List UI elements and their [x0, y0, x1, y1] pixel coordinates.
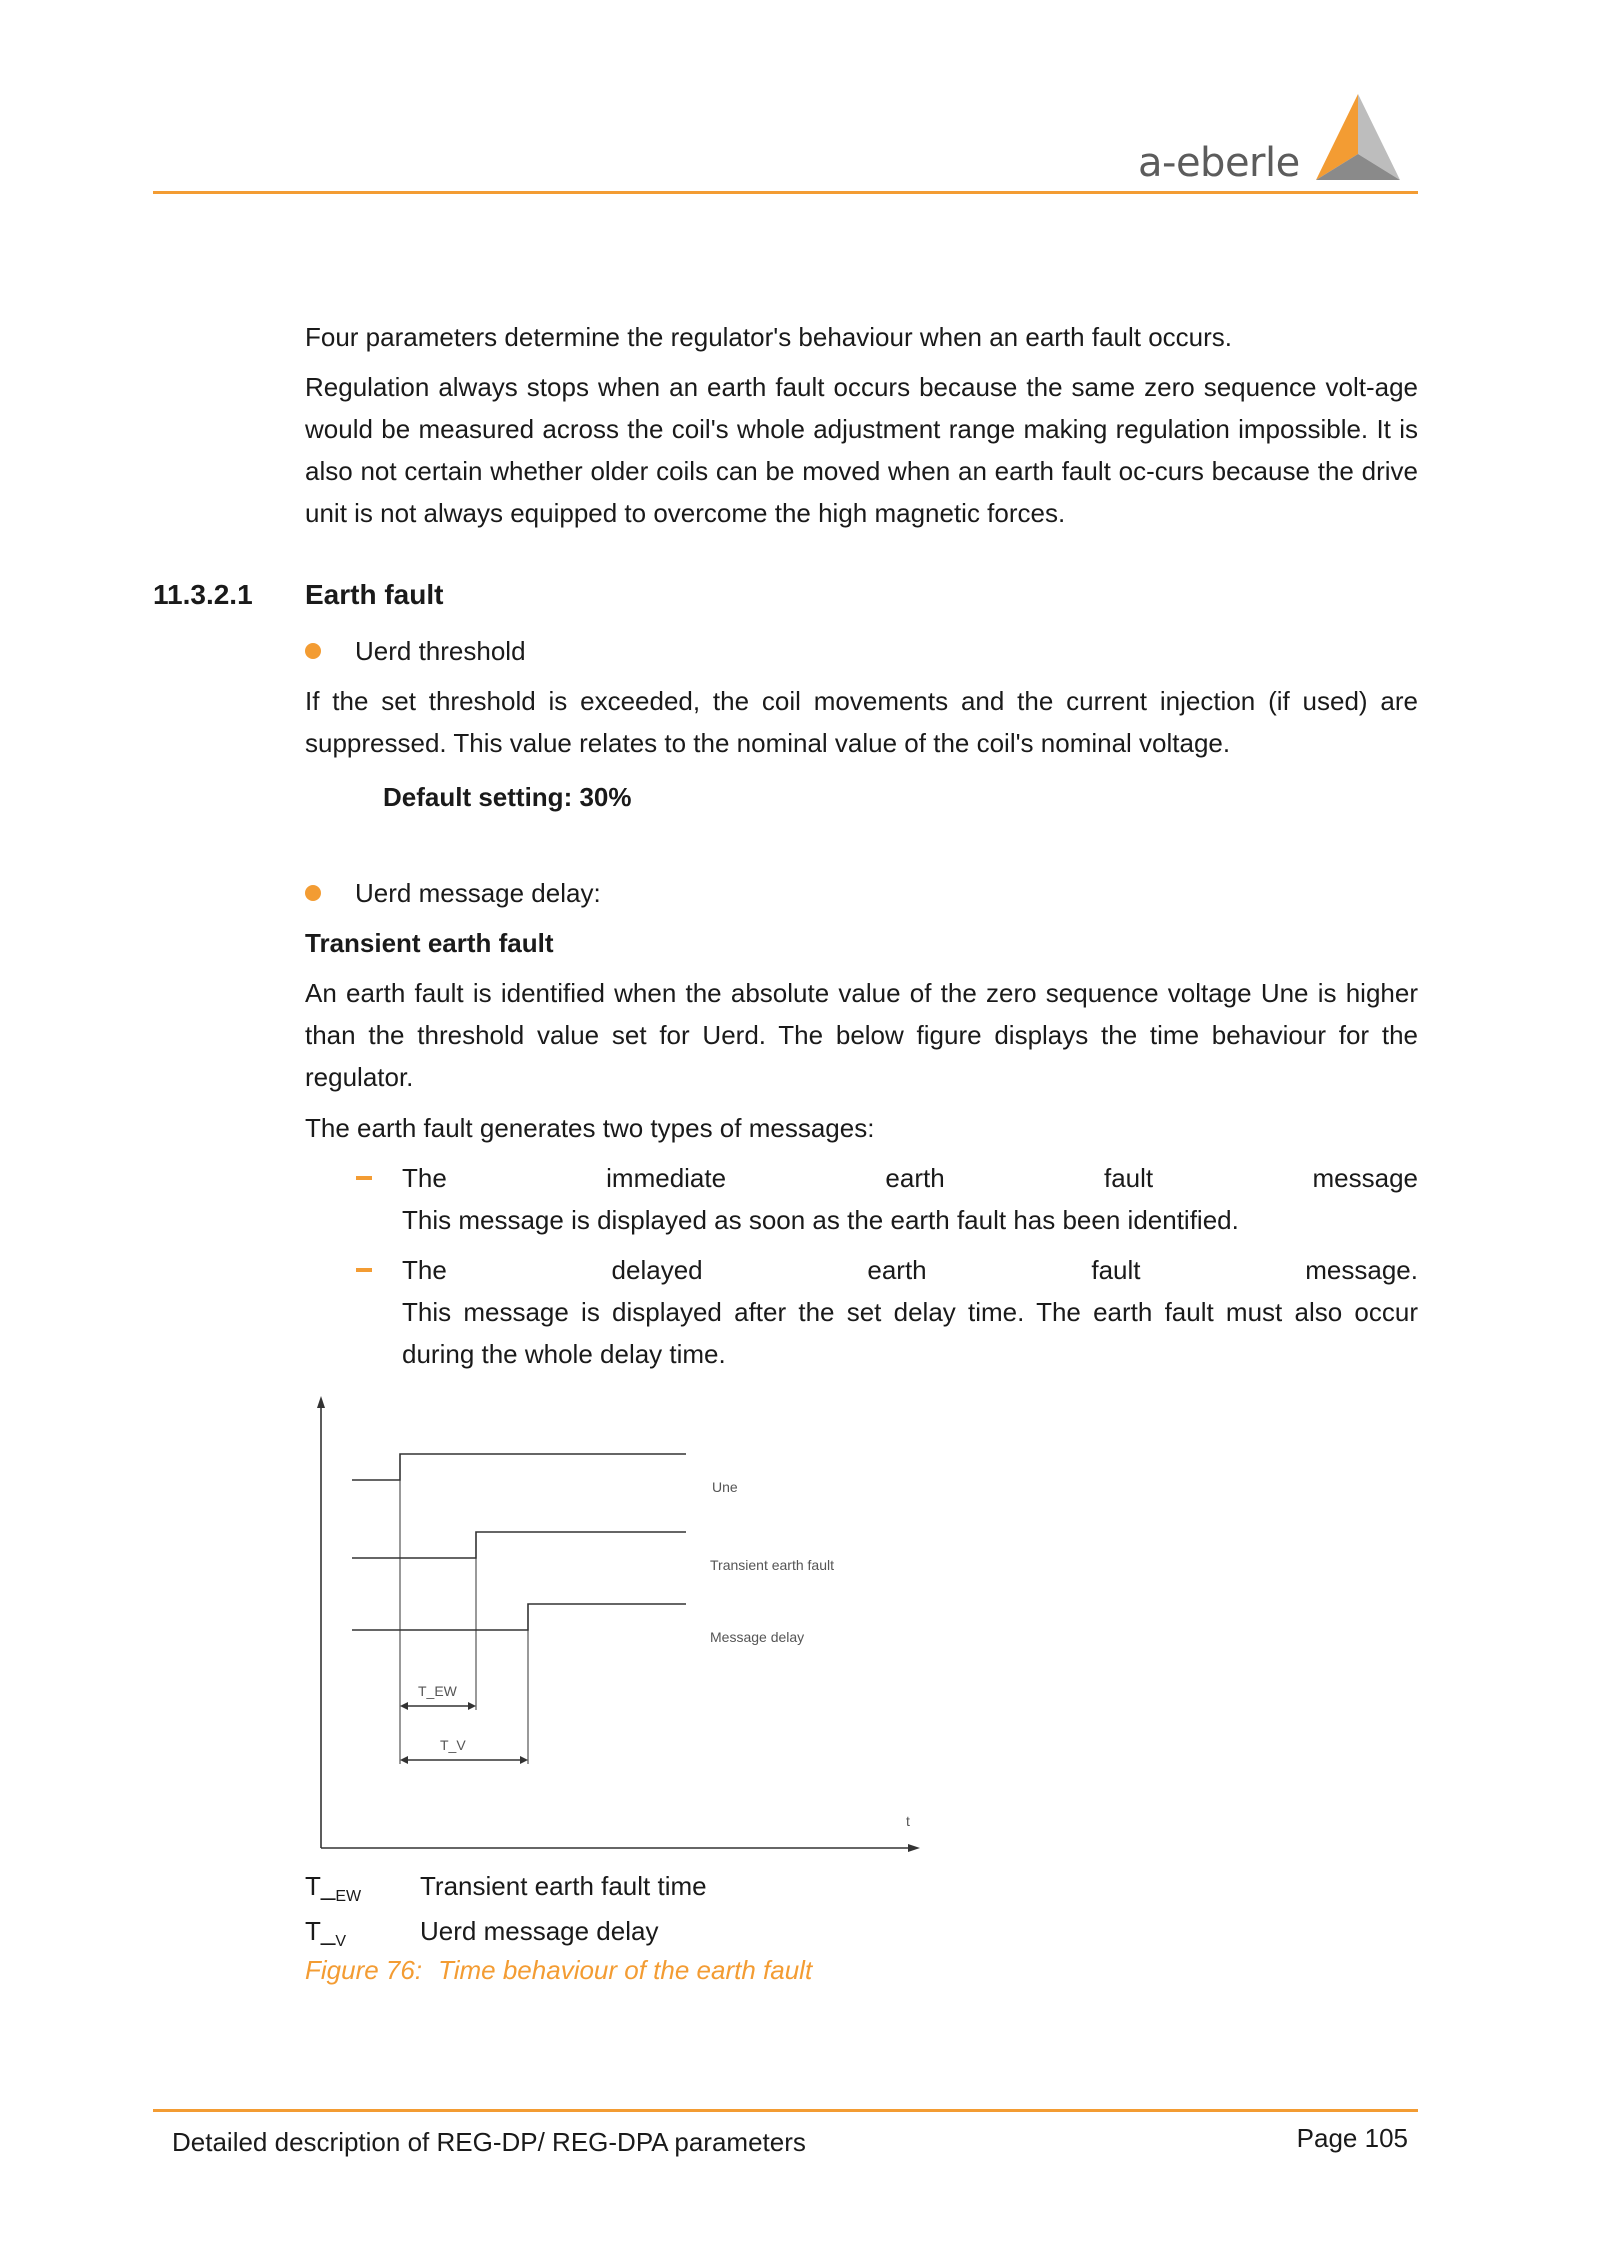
- item1-word: earth: [885, 1163, 945, 1193]
- item2-line: [402, 1249, 1418, 1291]
- legend-symbol-tv: $T\__V$: [305, 1916, 347, 1951]
- item1-word: immediate: [606, 1163, 727, 1193]
- item1-line: [402, 1157, 1418, 1199]
- dash-icon: [356, 1176, 372, 1180]
- header-rule: [153, 191, 1418, 194]
- caption-number: Figure 76:: [305, 1955, 423, 1985]
- label-transient: Transient earth fault: [710, 1557, 834, 1573]
- legend-symbol-tew: $T\__{EW}$: [305, 1871, 362, 1906]
- item2-word: message.: [1305, 1255, 1418, 1285]
- footer-title: Detailed description of REG-DP/ REG-DPA parameters: [172, 2127, 806, 2157]
- section-number: 11.3.2.1: [153, 579, 253, 610]
- item2-description: This message is displayed after the set delay time. The earth fault must also occur during the whole delay time.: [402, 1297, 1418, 1369]
- signal-une: [352, 1454, 686, 1480]
- default-setting: Default setting: 30%: [383, 782, 632, 812]
- logo-triangle-icon: [1308, 92, 1408, 184]
- footer-rule: [153, 2109, 1418, 2112]
- dash-icon: [356, 1268, 372, 1272]
- logo-text: a-eberle: [1138, 140, 1300, 186]
- intro-paragraph-1: Four parameters determine the regulator's behaviour when an earth fault occurs.: [305, 322, 1233, 352]
- label-une: Une: [712, 1479, 738, 1495]
- bullet-icon: [305, 643, 321, 659]
- item2-word: fault: [1091, 1255, 1141, 1285]
- signal-message-delay: [352, 1604, 686, 1630]
- label-tv: T_V: [440, 1737, 466, 1753]
- y-axis-arrow: [317, 1396, 325, 1408]
- company-logo: [1138, 92, 1418, 184]
- label-t: t: [906, 1813, 910, 1829]
- bullet-message-delay: Uerd message delay:: [355, 878, 601, 908]
- timing-diagram: [300, 1388, 940, 1858]
- item2-word: The: [402, 1255, 447, 1285]
- bullet-threshold: Uerd threshold: [355, 636, 526, 666]
- item2-word: delayed: [611, 1255, 703, 1285]
- threshold-text: If the set threshold is exceeded, the coil movements and the current injection (if used) are suppressed. This value relates to the nominal value of the coil's nominal voltage.: [305, 686, 1418, 758]
- bullet-icon: [305, 885, 321, 901]
- item1-word: The: [402, 1163, 447, 1193]
- subheading-transient: Transient earth fault: [305, 928, 554, 958]
- signal-transient: [352, 1532, 686, 1558]
- x-axis-arrow: [908, 1844, 920, 1852]
- legend-desc-tew: Transient earth fault time: [420, 1871, 707, 1901]
- label-tew: T_EW: [418, 1683, 457, 1699]
- item1-word: message: [1312, 1163, 1418, 1193]
- page-number: Page 105: [1296, 2123, 1408, 2153]
- section-title: Earth fault: [305, 579, 444, 610]
- item1-description: This message is displayed as soon as the earth fault has been identified.: [402, 1205, 1239, 1235]
- intro-paragraph-2: Regulation always stops when an earth fault occurs because the same zero sequence volt-age would be measured across the coil's whole adjustment range making regulation impossible. It is also not certain whether older coils can be moved when an earth fault oc-curs because the drive unit is not always equipped to overcome the high magnetic forces.: [305, 372, 1418, 528]
- label-message-delay: Message delay: [710, 1629, 805, 1645]
- delay-text: An earth fault is identified when the absolute value of the zero sequence voltage Une is higher than the threshold value set for Uerd. The below figure displays the time behaviour for the regulator.: [305, 978, 1418, 1092]
- types-intro: The earth fault generates two types of messages:: [305, 1113, 875, 1143]
- legend-desc-tv: Uerd message delay: [420, 1916, 659, 1946]
- item1-word: fault: [1104, 1163, 1154, 1193]
- caption-title: Time behaviour of the earth fault: [438, 1955, 813, 1985]
- figure-caption: [305, 1949, 812, 1991]
- item2-word: earth: [867, 1255, 927, 1285]
